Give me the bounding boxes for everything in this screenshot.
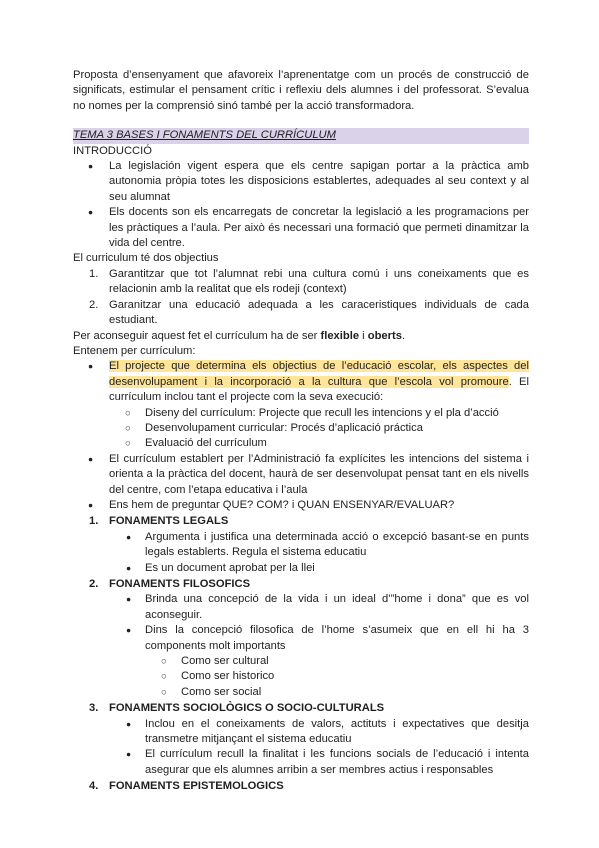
list-item: [73, 717, 529, 748]
list-text: El currículum recull la finalitat i les funcions socials de l’educació i intenta asegurar que els alumnes arribin a ser membres actius i responsables: [145, 748, 529, 776]
filosofics-sub-list: [73, 654, 529, 700]
socio-list: [73, 717, 529, 779]
list-text: Argumenta i justifica una determinada acció o excepció basant-se en punts legals establerts. Regula el sistema educatiu: [145, 530, 529, 559]
filosofics-list: [73, 592, 529, 654]
section-legals: [73, 514, 529, 529]
sub-list-item: ○ Evaluació del currículum: [73, 436, 529, 451]
intro-paragraph: Proposta d’ensenyament que afavoreix l’aprenentatge com un procés de construcció de significats, estimular el pensament crític i reflexiu dels alumnes i del professorat. S’evalua no nomes per la comprensió sinó també per la acció transformadora.: [73, 69, 529, 112]
list-item: [73, 747, 529, 778]
section-heading: TEMA 3 BASES I FONAMENTS DEL CURRÍCULUM: [73, 128, 529, 143]
section-title: FONAMENTS EPISTEMOLOGICS: [109, 780, 284, 793]
list-item: ● La legislación vigent espera que els centre sapigan portar a la pràctica amb autonomia pròpia totes les disposicions establertes, adequades al seu context y al seu alumnat: [73, 159, 529, 205]
objectius-title: El curriculum té dos objectius: [73, 252, 219, 265]
sub-list-item: ○ Desenvolupament curricular: Procés d’aplicació práctica: [73, 421, 529, 436]
list-item: [73, 267, 529, 298]
list-text: Garanitzar una educació adequada a les caraceristiques individuals de cada estudiant.: [109, 298, 529, 327]
list-number: 2.: [89, 298, 99, 311]
bold-flexible: flexible: [320, 329, 360, 342]
list-text: Brinda una concepció de la vida i un ideal d’”home i dona” que es vol aconseguir.: [145, 593, 529, 621]
list-item: [73, 298, 529, 329]
introduccio-title: INTRODUCCIÓ: [73, 144, 152, 157]
sub-list-item: ○ Como ser historico: [73, 669, 529, 684]
list-number: 1.: [89, 267, 99, 280]
list-item: ● Ens hem de preguntar QUE? COM? i QUAN ENSENYAR/EVALUAR?: [73, 498, 529, 513]
intro-bullet-list: [73, 159, 529, 251]
text-run: .: [401, 329, 406, 342]
list-item: [73, 359, 529, 405]
sub-list-item: ○ Diseny del currículum: Projecte que recull les intencions y el pla d’acció: [73, 406, 529, 421]
section-number: 4.: [89, 780, 99, 793]
section-number: 2.: [89, 578, 99, 590]
section-epistemologics: [73, 779, 529, 794]
bold-oberts: oberts: [367, 329, 402, 342]
aconseguir-line: [73, 329, 529, 344]
section-number: 1.: [89, 515, 99, 528]
section-filosofics: [73, 577, 529, 592]
section-title: FONAMENTS FILOSOFICS: [109, 578, 251, 590]
section-title: FONAMENTS SOCIOLÒGICS O SOCIO-CULTURALS: [109, 702, 385, 715]
list-text: Garantitzar que tot l’alumnat rebi una cultura comú i uns coneixaments que es relacionin amb la realitat que els rodeji (context): [109, 267, 529, 296]
text-run: i: [359, 329, 368, 342]
list-item: ● El currículum establert per l’Administració fa explícites les intencions del sistema i orienta a la pràctica del docent, haurà de ser desenvolupat pensat tant en els nivells del centre, com l’etapa educativa i l’aula: [73, 452, 529, 498]
list-item: [73, 592, 529, 623]
list-text: Es un document aprobat per la llei: [145, 561, 315, 574]
section-number: 3.: [89, 702, 99, 715]
text-run: Per aconseguir aquest fet el currículum ha de ser: [73, 329, 321, 342]
list-item: ● Els docents son els encarregats de concretar la legislació a les programacions per les pràctiques a l’aula. Per això és necessari una formació que permeti dinamitzar la vida del centre.: [73, 205, 529, 251]
section-socio: [73, 701, 529, 716]
list-text: Inclou en el coneixaments de valors, actituts i expectatives que desitja transmetre mitjançant el sistema educatiu: [145, 717, 529, 746]
sub-list-item: ○ Como ser cultural: [73, 654, 529, 669]
text-run: . El currículum inclou tant el projecte com la seva execució:: [109, 375, 529, 404]
entenem-list: [73, 359, 529, 513]
section-title: FONAMENTS LEGALS: [109, 515, 229, 528]
highlighted-text: El projecte que determina els objectius de l’educació escolar, els aspectes del desenvolupament i la incorporació a la cultura que l’escola vol promoure: [109, 360, 529, 388]
entenem-title: Entenem per currículum:: [73, 344, 196, 357]
document-page: [73, 68, 529, 795]
list-item: [73, 530, 529, 561]
list-item: [73, 561, 529, 576]
sub-list-item: ○ Como ser social: [73, 685, 529, 700]
list-item: [73, 623, 529, 654]
legals-list: [73, 530, 529, 576]
list-text: Dins la concepció filosofica de l’home s’asumeix que en ell hi ha 3 components molt importants: [145, 624, 529, 652]
objectius-list: [73, 267, 529, 329]
